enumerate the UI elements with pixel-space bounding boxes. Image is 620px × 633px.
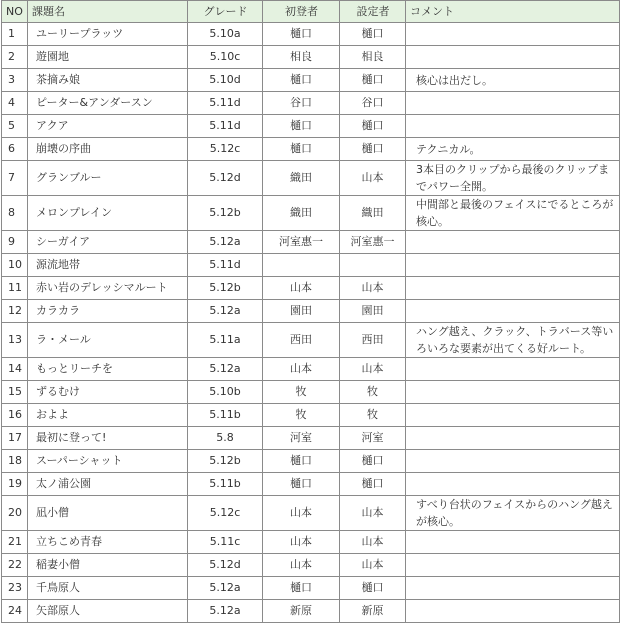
row-grade: 5.12a	[188, 358, 263, 381]
table-row	[2, 554, 620, 577]
row-no: 4	[2, 92, 28, 115]
row-no: 16	[2, 404, 28, 427]
row-first-ascent: 山本	[263, 531, 340, 554]
row-comment	[406, 450, 620, 473]
row-route-name: ずるむけ	[28, 381, 188, 404]
header-name: 課題名	[28, 1, 188, 23]
row-comment	[406, 473, 620, 496]
row-setter: 新原	[340, 600, 406, 623]
row-grade: 5.12b	[188, 450, 263, 473]
table-row	[2, 161, 620, 196]
row-setter: 樋口	[340, 23, 406, 46]
row-comment	[406, 277, 620, 300]
row-grade: 5.12b	[188, 196, 263, 231]
row-setter: 河室	[340, 427, 406, 450]
table-row	[2, 577, 620, 600]
row-no: 12	[2, 300, 28, 323]
row-setter: 樋口	[340, 450, 406, 473]
row-grade: 5.11a	[188, 323, 263, 358]
row-grade: 5.12a	[188, 300, 263, 323]
table-row	[2, 323, 620, 358]
row-route-name: カラカラ	[28, 300, 188, 323]
row-comment: すべり台状のフェイスからのハング越えが核心。	[406, 496, 620, 531]
row-setter: 山本	[340, 554, 406, 577]
table-row	[2, 531, 620, 554]
row-route-name: 太ノ浦公園	[28, 473, 188, 496]
row-first-ascent: 山本	[263, 277, 340, 300]
row-first-ascent: 谷口	[263, 92, 340, 115]
row-grade: 5.11b	[188, 473, 263, 496]
row-no: 13	[2, 323, 28, 358]
row-grade: 5.12c	[188, 138, 263, 161]
row-comment	[406, 531, 620, 554]
row-no: 23	[2, 577, 28, 600]
row-first-ascent: 園田	[263, 300, 340, 323]
row-no: 19	[2, 473, 28, 496]
row-route-name: 茶摘み娘	[28, 69, 188, 92]
row-no: 8	[2, 196, 28, 231]
row-comment	[406, 115, 620, 138]
table-row	[2, 69, 620, 92]
header-comment: コメント	[406, 1, 620, 23]
row-route-name: メロンプレイン	[28, 196, 188, 231]
row-route-name: もっとリーチを	[28, 358, 188, 381]
row-comment	[406, 300, 620, 323]
table-row	[2, 138, 620, 161]
row-setter: 山本	[340, 496, 406, 531]
table-row	[2, 404, 620, 427]
row-no: 2	[2, 46, 28, 69]
row-no: 21	[2, 531, 28, 554]
row-grade: 5.11c	[188, 531, 263, 554]
row-route-name: スーパーシャット	[28, 450, 188, 473]
row-setter: 樋口	[340, 138, 406, 161]
row-no: 24	[2, 600, 28, 623]
row-first-ascent: 織田	[263, 196, 340, 231]
row-grade: 5.12d	[188, 554, 263, 577]
row-first-ascent: 西田	[263, 323, 340, 358]
table-row	[2, 600, 620, 623]
row-grade: 5.12b	[188, 277, 263, 300]
row-comment	[406, 554, 620, 577]
row-comment	[406, 254, 620, 277]
row-no: 22	[2, 554, 28, 577]
row-first-ascent: 樋口	[263, 115, 340, 138]
row-first-ascent: 樋口	[263, 450, 340, 473]
row-setter: 山本	[340, 531, 406, 554]
row-setter: 相良	[340, 46, 406, 69]
row-grade: 5.10a	[188, 23, 263, 46]
table-row	[2, 496, 620, 531]
row-first-ascent: 織田	[263, 161, 340, 196]
row-no: 3	[2, 69, 28, 92]
row-grade: 5.10b	[188, 381, 263, 404]
row-first-ascent: 新原	[263, 600, 340, 623]
row-first-ascent: 樋口	[263, 138, 340, 161]
row-first-ascent: 牧	[263, 404, 340, 427]
row-setter: 牧	[340, 404, 406, 427]
row-first-ascent: 牧	[263, 381, 340, 404]
table-row	[2, 358, 620, 381]
row-first-ascent: 樋口	[263, 577, 340, 600]
table-row	[2, 46, 620, 69]
row-route-name: ラ・メール	[28, 323, 188, 358]
row-setter: 園田	[340, 300, 406, 323]
row-route-name: 立ちこめ青春	[28, 531, 188, 554]
row-setter: 樋口	[340, 577, 406, 600]
row-grade: 5.10c	[188, 46, 263, 69]
row-route-name: 稲妻小僧	[28, 554, 188, 577]
row-comment: 核心は出だし。	[406, 69, 620, 92]
row-route-name: ユーリープラッツ	[28, 23, 188, 46]
row-comment: 中間部と最後のフェイスにでるところが核心。	[406, 196, 620, 231]
row-grade: 5.10d	[188, 69, 263, 92]
row-comment	[406, 23, 620, 46]
row-first-ascent: 樋口	[263, 69, 340, 92]
header-setter: 設定者	[340, 1, 406, 23]
row-no: 9	[2, 231, 28, 254]
row-grade: 5.12a	[188, 600, 263, 623]
row-first-ascent: 河室惠一	[263, 231, 340, 254]
row-route-name: 凪小僧	[28, 496, 188, 531]
row-no: 10	[2, 254, 28, 277]
table-row	[2, 254, 620, 277]
row-grade: 5.12a	[188, 231, 263, 254]
row-first-ascent: 樋口	[263, 473, 340, 496]
row-first-ascent: 相良	[263, 46, 340, 69]
row-no: 11	[2, 277, 28, 300]
table-row	[2, 277, 620, 300]
row-setter: 織田	[340, 196, 406, 231]
row-comment	[406, 427, 620, 450]
row-grade: 5.11d	[188, 92, 263, 115]
row-setter: 山本	[340, 277, 406, 300]
row-first-ascent: 山本	[263, 554, 340, 577]
row-route-name: アクア	[28, 115, 188, 138]
row-no: 14	[2, 358, 28, 381]
routes-table	[1, 0, 620, 623]
row-setter: 谷口	[340, 92, 406, 115]
row-route-name: 千鳥原人	[28, 577, 188, 600]
row-setter: 河室惠一	[340, 231, 406, 254]
row-route-name: 赤い岩のデレッシマルート	[28, 277, 188, 300]
row-no: 18	[2, 450, 28, 473]
row-grade: 5.11d	[188, 254, 263, 277]
row-setter: 牧	[340, 381, 406, 404]
table-row	[2, 473, 620, 496]
header-row	[2, 1, 620, 23]
row-setter: 山本	[340, 358, 406, 381]
row-comment: 3本目のクリップから最後のクリップまでパワー全開。	[406, 161, 620, 196]
row-comment	[406, 46, 620, 69]
table-row	[2, 196, 620, 231]
row-comment: テクニカル。	[406, 138, 620, 161]
table-row	[2, 23, 620, 46]
row-grade: 5.11d	[188, 115, 263, 138]
row-route-name: シーガイア	[28, 231, 188, 254]
table-row	[2, 450, 620, 473]
row-comment	[406, 381, 620, 404]
row-setter: 山本	[340, 161, 406, 196]
row-grade: 5.12c	[188, 496, 263, 531]
row-first-ascent: 河室	[263, 427, 340, 450]
row-route-name: 崩壊の序曲	[28, 138, 188, 161]
row-comment: ハング越え、クラック、トラバース等いろいろな要素が出てくる好ルート。	[406, 323, 620, 358]
row-route-name: ピーター&アンダースン	[28, 92, 188, 115]
row-no: 7	[2, 161, 28, 196]
row-no: 17	[2, 427, 28, 450]
row-grade: 5.12d	[188, 161, 263, 196]
row-comment	[406, 577, 620, 600]
row-route-name: 遊園地	[28, 46, 188, 69]
table-row	[2, 427, 620, 450]
row-no: 20	[2, 496, 28, 531]
header-no: NO	[2, 1, 28, 23]
row-comment	[406, 358, 620, 381]
row-grade: 5.8	[188, 427, 263, 450]
row-no: 15	[2, 381, 28, 404]
row-setter: 樋口	[340, 69, 406, 92]
table-row	[2, 381, 620, 404]
row-no: 5	[2, 115, 28, 138]
row-route-name: 源流地帯	[28, 254, 188, 277]
row-no: 6	[2, 138, 28, 161]
row-route-name: グランブルー	[28, 161, 188, 196]
row-comment	[406, 92, 620, 115]
row-grade: 5.12a	[188, 577, 263, 600]
header-first-ascent: 初登者	[263, 1, 340, 23]
table-row	[2, 92, 620, 115]
row-first-ascent: 山本	[263, 358, 340, 381]
table-row	[2, 115, 620, 138]
header-grade: グレード	[188, 1, 263, 23]
table-row	[2, 300, 620, 323]
row-first-ascent	[263, 254, 340, 277]
row-route-name: およよ	[28, 404, 188, 427]
row-route-name: 矢部原人	[28, 600, 188, 623]
row-setter: 樋口	[340, 115, 406, 138]
routes-table-body	[2, 23, 620, 623]
row-setter: 樋口	[340, 473, 406, 496]
row-setter	[340, 254, 406, 277]
row-route-name: 最初に登って!	[28, 427, 188, 450]
row-no: 1	[2, 23, 28, 46]
row-comment	[406, 404, 620, 427]
table-row	[2, 231, 620, 254]
row-comment	[406, 231, 620, 254]
row-grade: 5.11b	[188, 404, 263, 427]
row-setter: 西田	[340, 323, 406, 358]
row-first-ascent: 山本	[263, 496, 340, 531]
row-comment	[406, 600, 620, 623]
row-first-ascent: 樋口	[263, 23, 340, 46]
